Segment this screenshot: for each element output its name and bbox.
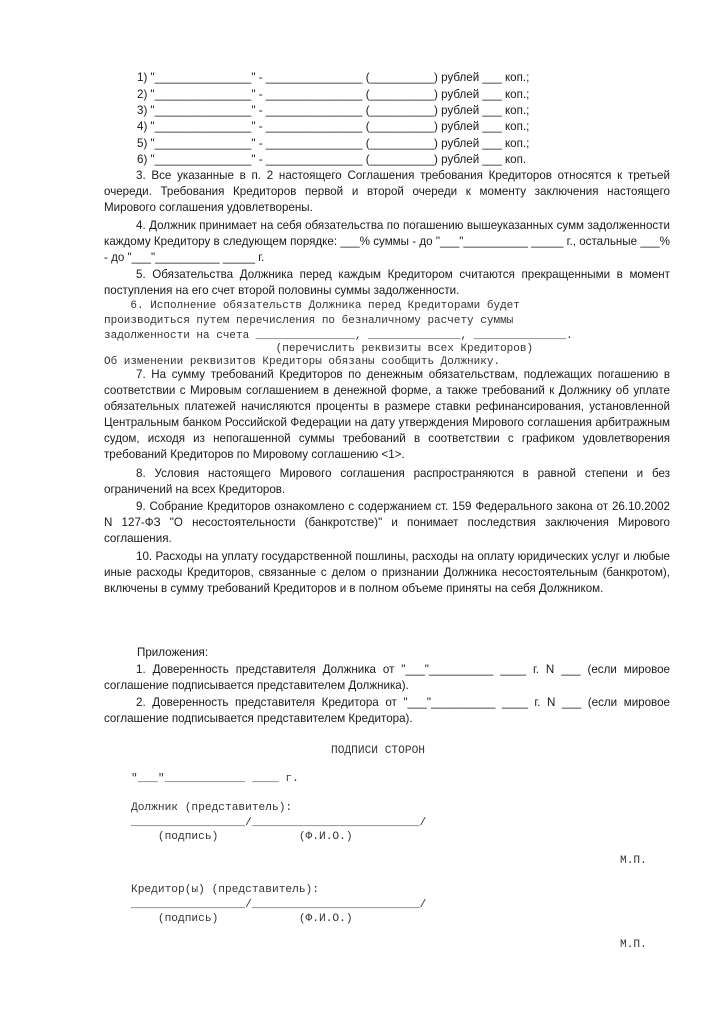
debtor-signature-line: _________________/_________________________/ [131, 817, 427, 829]
debtor-signature-captions: (подпись) (Ф.И.О.) [131, 831, 353, 843]
paragraph-5: 5. Обязательства Должника перед каждым Кредитором считаются прекращенными в момент поступления на его счет второй половины суммы задолженности. [104, 268, 670, 297]
paragraph-6-line-1: 6. Исполнение обязательств Должника перед Кредиторами будет [104, 300, 520, 312]
paragraph-6-line-2: производиться путем перечисления по безналичному расчету суммы [104, 315, 514, 327]
signatures-title: ПОДПИСИ СТОРОН [331, 745, 425, 757]
paragraph-7: 7. На сумму требований Кредиторов по денежным обязательствам, подлежащих погашению в соответствии с Мировым соглашением в денежной форме, а также требований к Должнику об уплате обязательных платежей начисляются проценты в размере ставки рефинансирования, установленной Центральным банком Российской Федерации на дату утверждения Мирового соглашения арбитражным судом, исходя из непогашенной суммы требований в соответствии с графиком удовлетворения требований Кредиторов по Мировому соглашению <1>. [104, 368, 670, 461]
creditor-list-item-1: 1) "_______________" - _______________ (__________) рублей ___ коп.; [137, 71, 530, 84]
paragraph-4: 4. Должник принимает на себя обязательства по погашению вышеуказанных сумм задолженности каждому Кредитору в следующем порядке: ___% суммы - до "___"__________ _____ г., остальные ___% - до "___"__________ _____ г. [104, 219, 670, 264]
appendix-item-1: 1. Доверенность представителя Должника от "___"__________ ____ г. N ___ (если мировое соглашение подписывается представителем Должника). [104, 663, 670, 692]
creditor-list-item-3: 3) "_______________" - _______________ (__________) рублей ___ коп.; [137, 104, 530, 117]
paragraph-6-line-5: Об изменении реквизитов Кредиторы обязаны сообщить Должнику. [104, 356, 501, 368]
signature-date: "___"____________ ____ г. [131, 773, 299, 785]
paragraph-10: 10. Расходы на уплату государственной пошлины, расходы на оплату юридических услуг и любые иные расходы Кредиторов, связанные с делом о признании Должника несостоятельным (банкротом), включены в сумму требований Кредиторов и в полном объеме приняты на себя Должником. [104, 550, 670, 595]
paragraph-8: 8. Условия настоящего Мирового соглашения распространяются в равной степени и без ограничений на всех Кредиторов. [104, 467, 670, 496]
creditor-list-item-6: 6) "_______________" - _______________ (__________) рублей ___ коп. [137, 153, 527, 166]
appendix-title: Приложения: [137, 646, 209, 659]
debtor-stamp-label: М.П. [620, 855, 647, 867]
paragraph-9: 9. Собрание Кредиторов ознакомлено с содержанием ст. 159 Федерального закона от 26.10.2002 N 127-ФЗ "О несостоятельности (банкротстве)" и понимает последствия заключения Мирового соглашения. [104, 500, 670, 545]
creditor-stamp-label: М.П. [620, 939, 647, 951]
appendix-item-2: 2. Доверенность представителя Кредитора от "___"__________ ____ г. N ___ (если мировое соглашение подписывается представителем Кредитора). [104, 696, 670, 725]
creditor-list-item-5: 5) "_______________" - _______________ (__________) рублей ___ коп.; [137, 137, 530, 150]
debtor-label: Должник (представитель): [131, 802, 293, 814]
creditor-list-item-2: 2) "_______________" - _______________ (__________) рублей ___ коп.; [137, 88, 530, 101]
paragraph-3: 3. Все указанные в п. 2 настоящего Соглашения требования Кредиторов относятся к третьей очереди. Требования Кредиторов первой и второй очереди к моменту заключения настоящего Мирового соглашения удовлетворены. [104, 169, 670, 214]
paragraph-6-line-3: задолженности на счета _______________, ______________, ______________. [104, 330, 573, 342]
creditor-signature-line: _________________/_________________________/ [131, 899, 427, 911]
creditor-list-item-4: 4) "_______________" - _______________ (__________) рублей ___ коп.; [137, 120, 530, 133]
creditor-signature-captions: (подпись) (Ф.И.О.) [131, 913, 353, 925]
creditor-label: Кредитор(ы) (представитель): [131, 884, 319, 896]
paragraph-6-line-4: (перечислить реквизиты всех Кредиторов) [104, 343, 534, 355]
